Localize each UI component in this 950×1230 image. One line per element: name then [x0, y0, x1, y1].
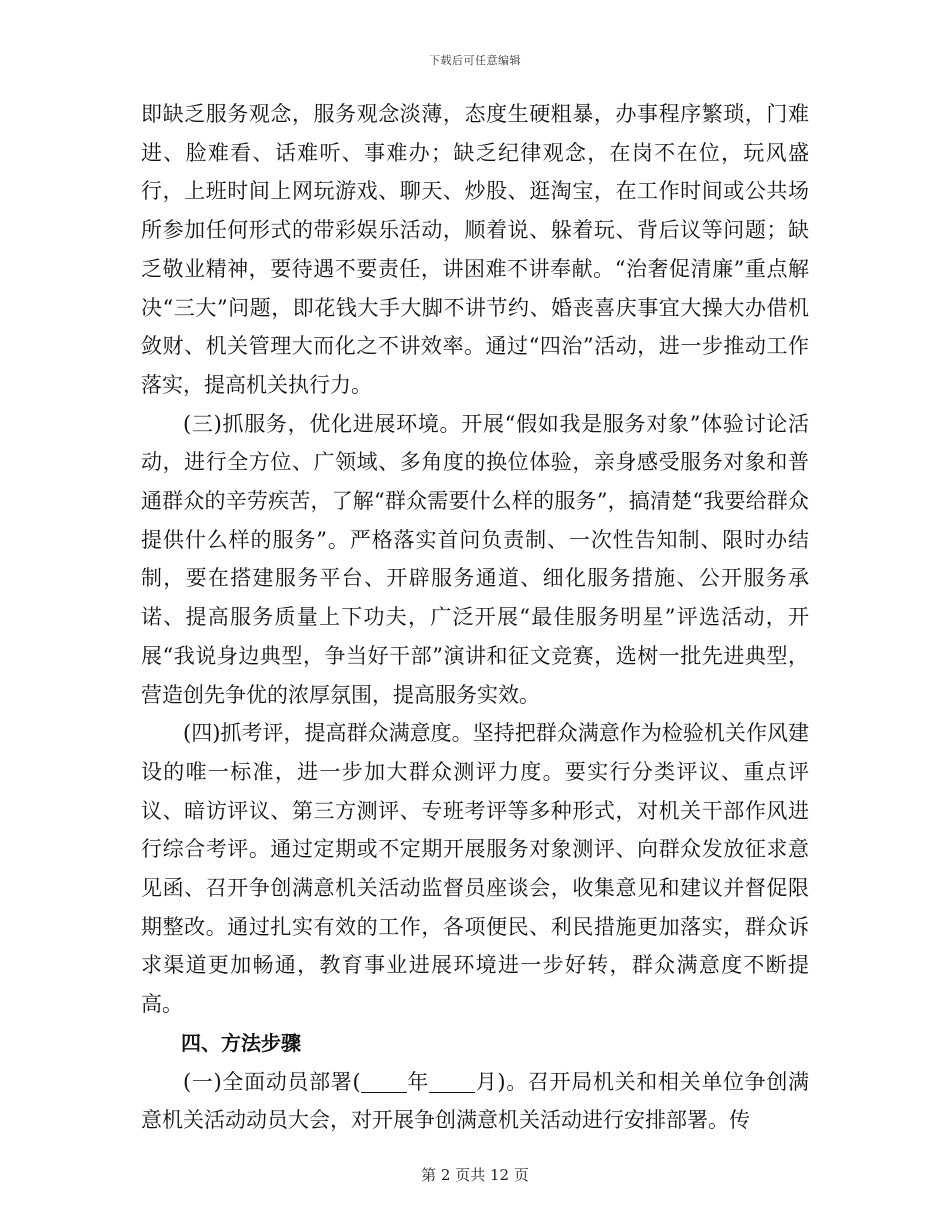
month-blank [429, 1069, 475, 1093]
paragraph-mobilization [141, 1063, 809, 1140]
mobilization-prefix: (一)全面动员部署( [183, 1069, 361, 1094]
page-header: 下载后可任意编辑 [429, 54, 521, 67]
year-label: 年 [406, 1069, 430, 1094]
paragraph-rectification: 即缺乏服务观念，服务观念淡薄，态度生硬粗暴，办事程序繁琐，门难进、脸难看、话难听、事难办；缺乏纪律观念，在岗不在位，玩风盛行，上班时间上网玩游戏、聊天、炒股、逛淘宝，在工作时间或公共场所参加任何形式的带彩娱乐活动，顺着说、躲着玩、背后议等问题；缺乏敬业精神，要待遇不要责任，讲困难不讲奉献。“治奢促清廉”重点解决“三大”问题，即花钱大手大脚不讲节约、婚丧喜庆事宜大操大办借机敛财、机关管理大而化之不讲效率。通过“四治”活动，进一步推动工作落实，提高机关执行力。 [141, 102, 809, 397]
page-footer: 第 2 页共 12 页 [421, 1166, 529, 1184]
document-body [141, 95, 809, 1140]
month-label: 月 [475, 1069, 498, 1094]
paragraph-evaluation: (四)抓考评，提高群众满意度。坚持把群众满意作为检验机关作风建设的唯一标准，进一步加大群众测评力度。要实行分类评议、重点评议、暗访评议、第三方测评、专班考评等多种形式，对机关干部作风进行综合考评。通过定期或不定期开展服务对象测评、向群众发放征求意见函、召开争创满意机关活动监督员座谈会，收集意见和建议并督促限期整改。通过扎实有效的工作，各项便民、利民措施更加落实，群众诉求渠道更加畅通，教育事业进展环境进一步好转，群众满意度不断提高。 [141, 721, 809, 1017]
year-blank [361, 1069, 407, 1093]
mobilization-text: )。召开局机关和相关单位争创满意机关活动动员大会，对开展争创满意机关活动进行安排部署。传 [141, 1069, 810, 1133]
paragraph-service: (三)抓服务，优化进展环境。开展“假如我是服务对象”体验讨论活动，进行全方位、广领域、多角度的换位体验，亲身感受服务对象和普通群众的辛劳疾苦，了解“群众需要什么样的服务”，搞清楚“我要给群众提供什么样的服务”。严格落实首问负责制、一次性告知制、限时办结制，要在搭建服务平台、开辟服务通道、细化服务措施、公开服务承诺、提高服务质量上下功夫，广泛开展“最佳服务明星”评选活动，开展“我说身边典型，争当好干部”演讲和征文竞赛，选树一批先进典型，营造创先争优的浓厚氛围，提高服务实效。 [141, 411, 809, 707]
section-heading: 四、方法步骤 [181, 1030, 301, 1055]
